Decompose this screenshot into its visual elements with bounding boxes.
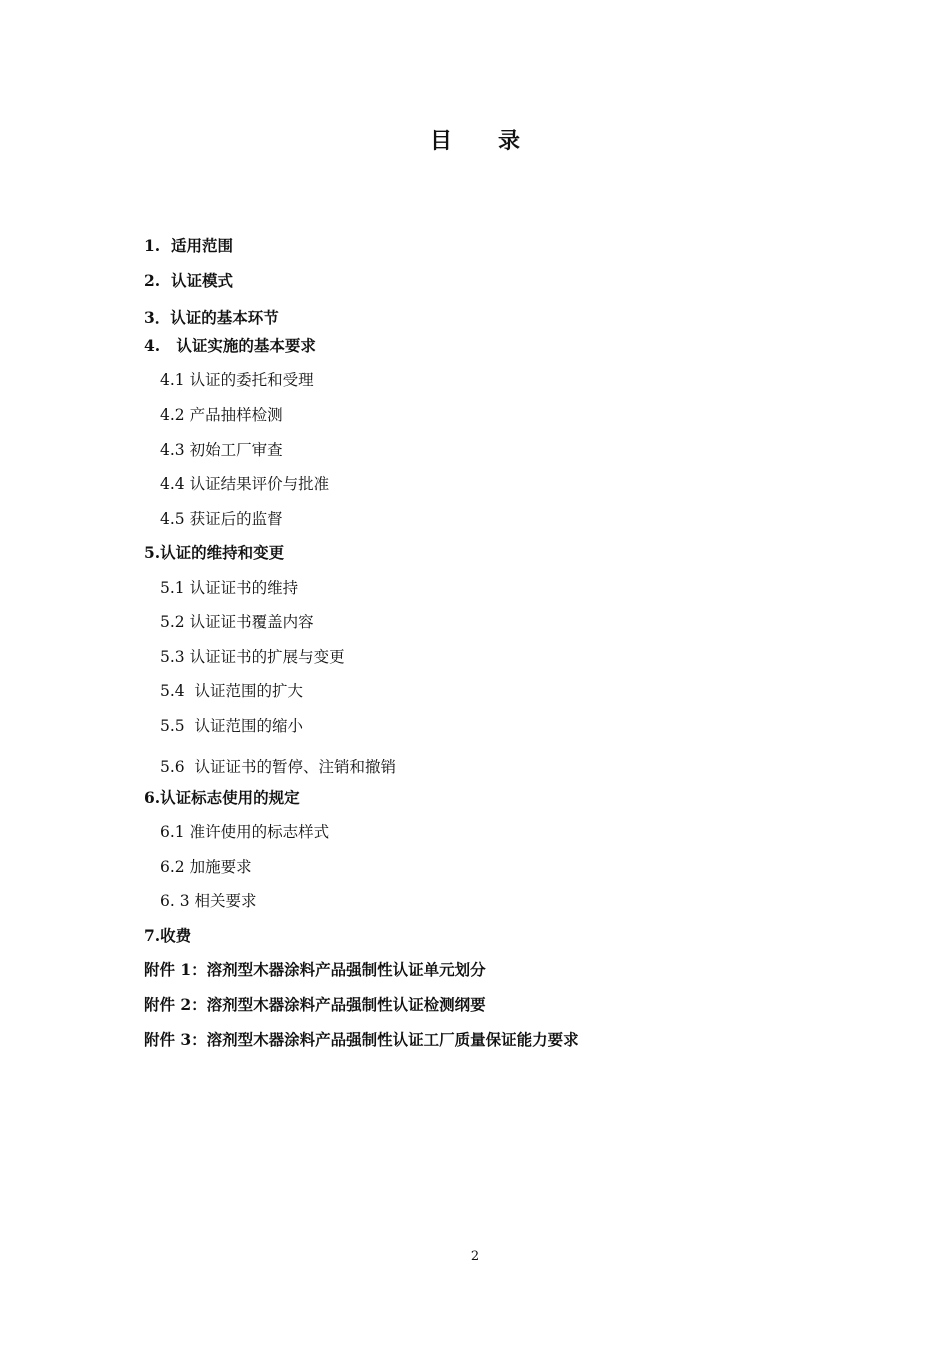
toc-subsection-entry: 4.2 产品抽样检测 (160, 406, 283, 424)
toc-section-entry: 4. 认证实施的基本要求 (144, 336, 316, 355)
page-number: 2 (470, 1249, 480, 1264)
toc-subsection-entry: 6. 3 相关要求 (160, 892, 257, 910)
toc-section-entry: 1. 适用范围 (144, 236, 233, 255)
toc-subsection-entry: 5.6 认证证书的暂停、注销和撤销 (160, 758, 397, 776)
toc-section-entry: 2. 认证模式 (144, 271, 233, 290)
toc-subsection-entry: 5.2 认证证书覆盖内容 (160, 613, 314, 631)
toc-section-entry: 附件 2：溶剂型木器涂料产品强制性认证检测纲要 (144, 995, 486, 1014)
toc-section-entry: 附件 1：溶剂型木器涂料产品强制性认证单元划分 (144, 960, 486, 979)
toc-section-entry: 7.收费 (144, 926, 192, 945)
toc-section-entry: 3．认证的基本环节 (144, 308, 279, 327)
toc-subsection-entry: 5.4 认证范围的扩大 (160, 682, 304, 700)
toc-subsection-entry: 5.3 认证证书的扩展与变更 (160, 648, 345, 666)
toc-subsection-entry: 4.3 初始工厂审查 (160, 441, 283, 459)
toc-subsection-entry: 5.1 认证证书的维持 (160, 579, 299, 597)
toc-subsection-entry: 5.5 认证范围的缩小 (160, 717, 304, 735)
toc-section-entry: 附件 3：溶剂型木器涂料产品强制性认证工厂质量保证能力要求 (144, 1030, 579, 1049)
toc-subsection-entry: 4.5 获证后的监督 (160, 510, 283, 528)
toc-section-entry: 5.认证的维持和变更 (144, 543, 285, 562)
page-title: 目 录 (430, 128, 520, 154)
toc-subsection-entry: 4.4 认证结果评价与批准 (160, 475, 330, 493)
toc-section-entry: 6.认证标志使用的规定 (144, 788, 300, 807)
toc-subsection-entry: 6.2 加施要求 (160, 858, 252, 876)
toc-subsection-entry: 6.1 准许使用的标志样式 (160, 823, 330, 841)
toc-subsection-entry: 4.1 认证的委托和受理 (160, 371, 314, 389)
